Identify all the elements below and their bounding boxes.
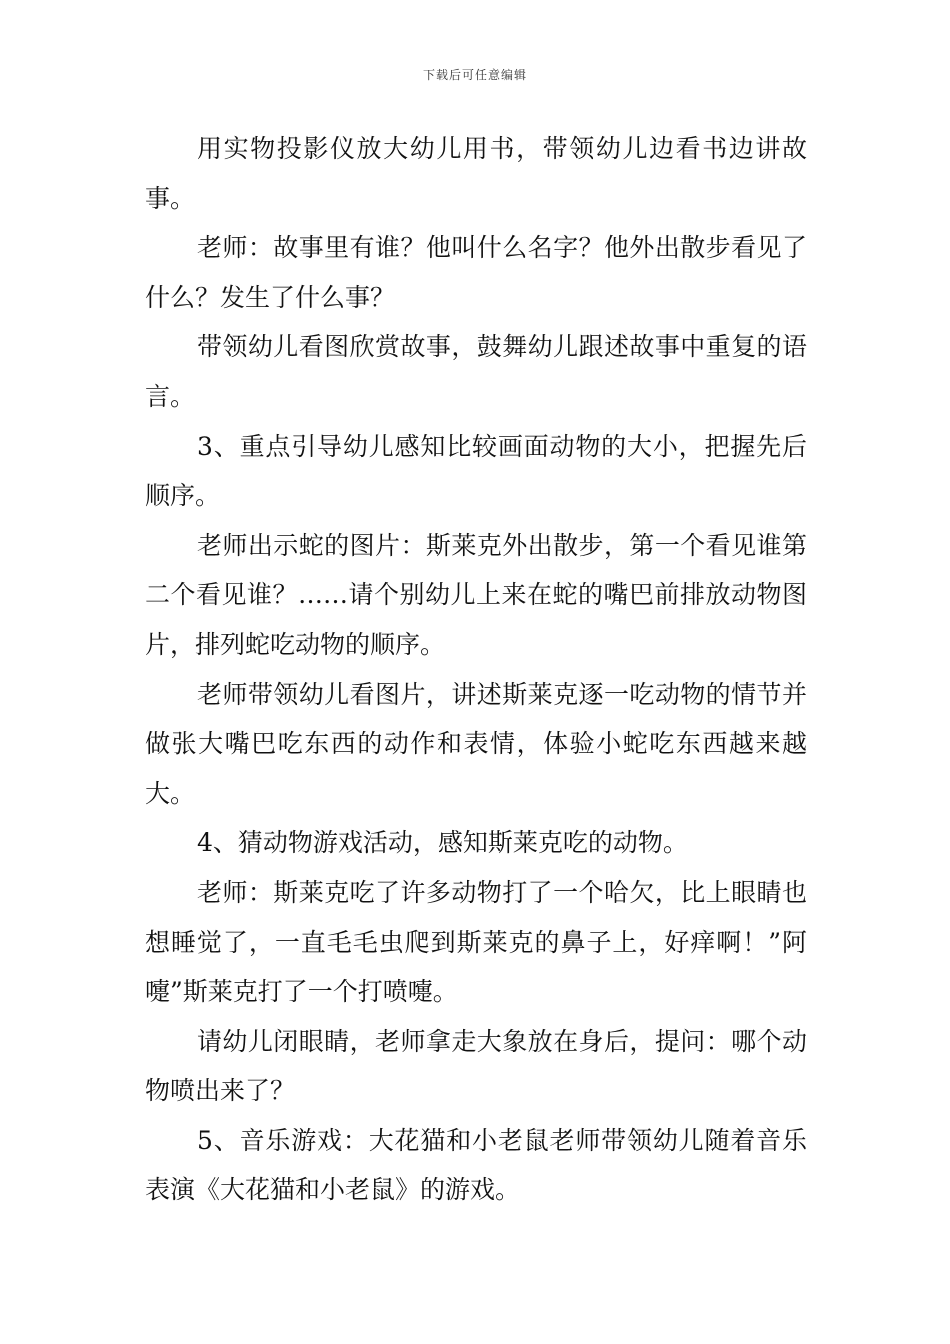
paragraph: 用实物投影仪放大幼儿用书，带领幼儿边看书边讲故事。 (145, 134, 807, 213)
paragraph: 老师：斯莱克吃了许多动物打了一个哈欠，比上眼睛也想睡觉了，一直毛毛虫爬到斯莱克的鼻子上，好痒啊！”阿嚏”斯莱克打了一个打喷嚏。 (145, 877, 807, 1007)
document-body (145, 124, 807, 1215)
paragraph: 5、音乐游戏：大花猫和小老鼠老师带领幼儿随着音乐表演《大花猫和小老鼠》的游戏。 (145, 1125, 807, 1205)
paragraph: 老师：故事里有谁？他叫什么名字？他外出散步看见了什么？发生了什么事？ (145, 233, 807, 312)
paragraph: 老师带领幼儿看图片，讲述斯莱克逐一吃动物的情节并做张大嘴巴吃东西的动作和表情，体验小蛇吃东西越来越大。 (145, 679, 807, 808)
paragraph: 老师出示蛇的图片：斯莱克外出散步，第一个看见谁第二个看见谁？……请个别幼儿上来在蛇的嘴巴前排放动物图片，排列蛇吃动物的顺序。 (145, 530, 807, 659)
paragraph: 请幼儿闭眼睛，老师拿走大象放在身后，提问：哪个动物喷出来了？ (145, 1026, 807, 1106)
page-header: 下载后可任意编辑 (422, 68, 527, 82)
paragraph: 3、重点引导幼儿感知比较画面动物的大小，把握先后顺序。 (145, 431, 807, 511)
paragraph: 带领幼儿看图欣赏故事，鼓舞幼儿跟述故事中重复的语言。 (145, 332, 807, 411)
paragraph: 4、猜动物游戏活动，感知斯莱克吃的动物。 (197, 828, 688, 858)
